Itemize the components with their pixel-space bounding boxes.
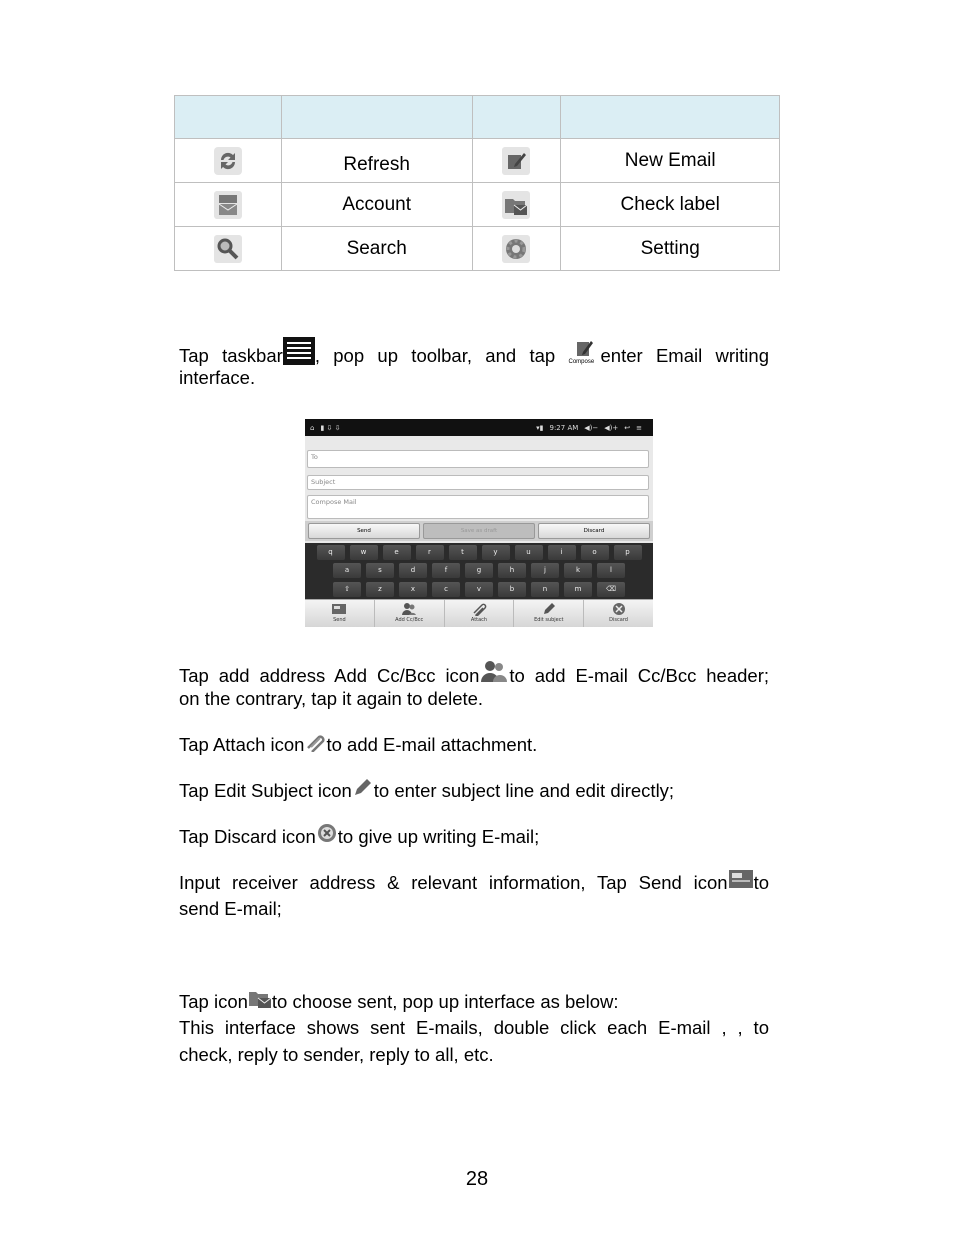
send-icon — [331, 602, 347, 616]
taskbar-menu-icon — [283, 337, 315, 365]
table-label: New Email — [561, 139, 780, 183]
toolbar-add-cc-bcc[interactable]: Add Cc/Bcc — [375, 600, 445, 627]
keyboard-key[interactable]: x — [399, 582, 427, 597]
paragraph-taskbar: Tap taskbar , pop up toolbar, and tap Compose enter Email writing — [179, 337, 769, 369]
keyboard-key[interactable]: i — [548, 545, 576, 560]
keyboard-key[interactable]: z — [366, 582, 394, 597]
paperclip-icon — [304, 730, 326, 752]
menu-icon: ≡ — [636, 423, 642, 432]
toolbar-discard[interactable]: Discard — [584, 600, 653, 627]
paragraph-cc-bcc-cont: on the contrary, tap it again to delete. — [179, 688, 484, 709]
keyboard-key[interactable]: h — [498, 563, 526, 578]
paragraph-attach: Tap Attach icon to add E-mail attachment. — [179, 730, 769, 758]
keyboard-key[interactable]: ⌫ — [597, 582, 625, 597]
toolbar-send[interactable]: Send — [305, 600, 375, 627]
table-label: Account — [281, 183, 472, 227]
compose-toolbar — [305, 599, 653, 627]
signal-icon: ▾▮ — [536, 423, 544, 432]
save-draft-button[interactable]: Save as draft — [423, 523, 535, 539]
keyboard-key[interactable]: ⇧ — [333, 582, 361, 597]
keyboard-key[interactable]: g — [465, 563, 493, 578]
keyboard-key[interactable]: d — [399, 563, 427, 578]
to-field[interactable]: To — [307, 450, 649, 468]
home-icon: ⌂ — [310, 423, 315, 432]
page-number: 28 — [465, 1168, 489, 1190]
table-row — [175, 183, 780, 227]
paragraph-sent: Tap icon to choose sent, pop up interface as below: — [179, 987, 769, 1015]
add-people-icon — [401, 602, 417, 616]
compose-screenshot — [305, 419, 653, 627]
action-buttons — [305, 521, 653, 541]
soft-keyboard — [305, 543, 653, 599]
status-bar — [305, 419, 653, 436]
toolbar-edit-subject[interactable]: Edit subject — [514, 600, 584, 627]
paragraph-edit-subject: Tap Edit Subject icon to enter subject line and edit directly; — [179, 776, 769, 804]
account-address — [305, 436, 653, 447]
keyboard-key[interactable]: s — [366, 563, 394, 578]
discard-icon — [611, 602, 627, 616]
folder-mail-icon — [501, 190, 531, 220]
paragraph-discard: Tap Discard icon to give up writing E-mail; — [179, 822, 769, 850]
compose-icon — [501, 146, 531, 176]
keyboard-key[interactable]: n — [531, 582, 559, 597]
discard-icon — [316, 822, 338, 844]
keyboard-key[interactable]: a — [333, 563, 361, 578]
paragraph-send: Input receiver address & relevant information, Tap Send icon to — [179, 868, 769, 896]
table-row — [175, 227, 780, 271]
keyboard-key[interactable]: v — [465, 582, 493, 597]
keyboard-key[interactable]: w — [350, 545, 378, 560]
keyboard-key[interactable]: u — [515, 545, 543, 560]
keyboard-key[interactable]: q — [317, 545, 345, 560]
keyboard-key[interactable]: y — [482, 545, 510, 560]
toolbar-attach[interactable]: Attach — [445, 600, 515, 627]
paragraph-sent-desc: This interface shows sent E-mails, double click each E-mail , , to — [179, 1017, 769, 1038]
pencil-icon — [541, 602, 557, 616]
notification-icons: ▮ ⇩ ⇩ — [320, 423, 341, 432]
paragraph-send-cont: send E-mail; — [179, 898, 282, 919]
keyboard-key[interactable]: e — [383, 545, 411, 560]
folder-mail-icon — [248, 987, 272, 1009]
subject-field[interactable]: Subject — [307, 475, 649, 490]
keyboard-key[interactable]: c — [432, 582, 460, 597]
icon-table — [174, 95, 780, 271]
add-people-icon — [479, 658, 509, 684]
volume-down-icon: ◀)− — [584, 423, 599, 432]
table-label: Search — [281, 227, 472, 271]
keyboard-key[interactable]: r — [416, 545, 444, 560]
keyboard-key[interactable]: b — [498, 582, 526, 597]
keyboard-key[interactable]: t — [449, 545, 477, 560]
keyboard-key[interactable]: l — [597, 563, 625, 578]
table-label: Refresh — [281, 139, 472, 183]
keyboard-key[interactable]: o — [581, 545, 609, 560]
keyboard-key[interactable]: m — [564, 582, 592, 597]
keyboard-key[interactable]: j — [531, 563, 559, 578]
keyboard-key[interactable]: f — [432, 563, 460, 578]
status-time: 9:27 AM — [549, 423, 579, 432]
paperclip-icon — [471, 602, 487, 616]
paragraph-cc-bcc: Tap add address Add Cc/Bcc icon to add E-mail Cc/Bcc header; — [179, 658, 769, 689]
keyboard-key[interactable]: k — [564, 563, 592, 578]
send-icon — [728, 868, 754, 890]
compose-icon: Compose — [569, 338, 601, 368]
pencil-icon — [352, 776, 374, 798]
table-row — [175, 139, 780, 183]
gear-icon — [501, 234, 531, 264]
paragraph-taskbar-cont: interface. — [179, 367, 256, 388]
send-button[interactable]: Send — [308, 523, 420, 539]
paragraph-sent-desc-cont: check, reply to sender, reply to all, etc. — [179, 1044, 494, 1065]
search-icon — [213, 234, 243, 264]
refresh-icon — [213, 146, 243, 176]
account-mail-icon — [213, 190, 243, 220]
keyboard-key[interactable]: p — [614, 545, 642, 560]
compose-field[interactable]: Compose Mail — [307, 495, 649, 519]
volume-up-icon: ◀)+ — [604, 423, 619, 432]
discard-button[interactable]: Discard — [538, 523, 650, 539]
table-label: Setting — [561, 227, 780, 271]
back-icon: ↩ — [624, 423, 631, 432]
table-header-row — [175, 96, 780, 139]
table-label: Check label — [561, 183, 780, 227]
